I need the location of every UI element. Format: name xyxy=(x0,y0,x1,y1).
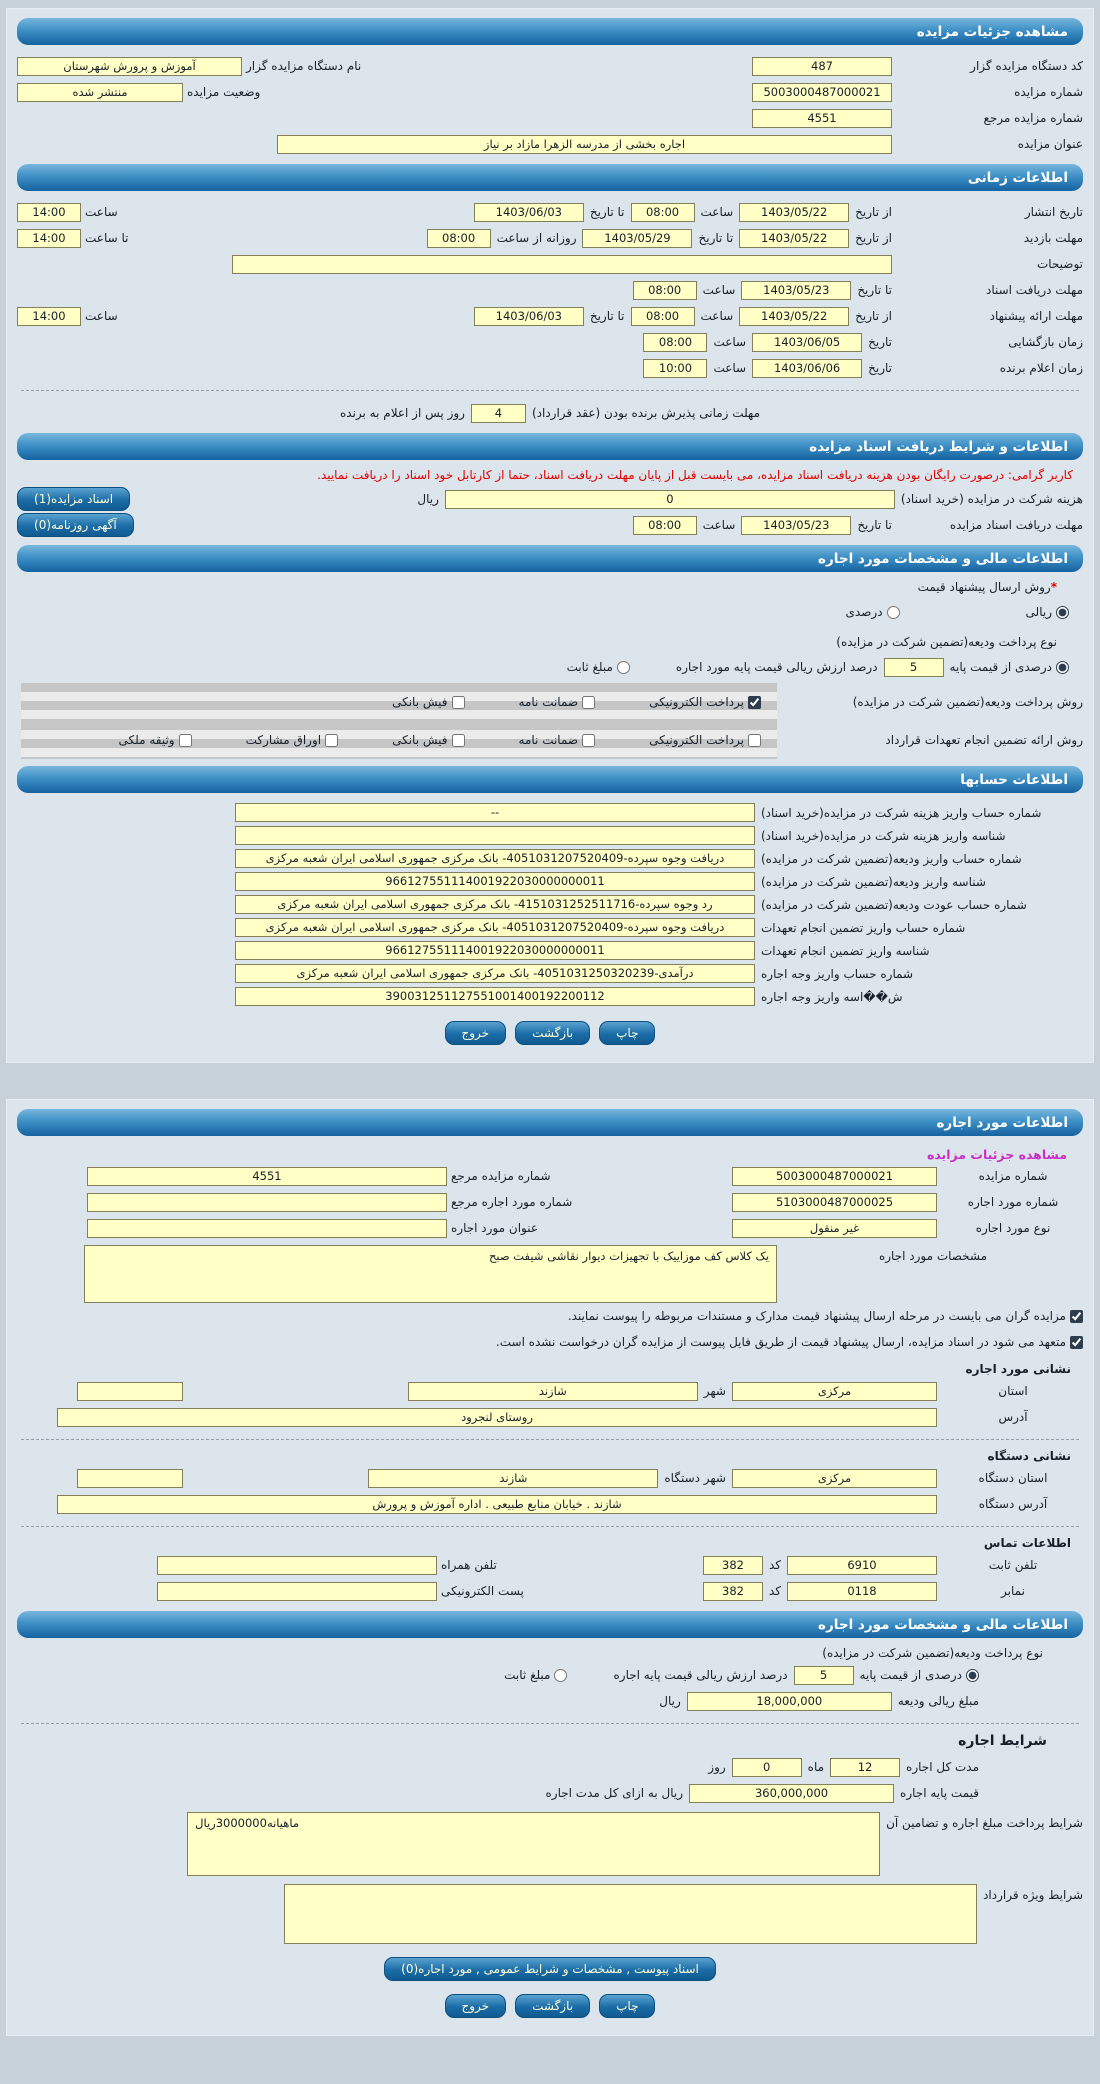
percent-radio[interactable] xyxy=(887,606,900,619)
bid-method-options-row xyxy=(17,596,1069,628)
deposit-percent-field[interactable]: 5 xyxy=(884,658,944,677)
cg-bonds-label: اوراق مشارکت xyxy=(245,733,322,747)
percent-of-base-label: درصدی از قیمت پایه xyxy=(949,660,1052,674)
cg-epay-checkbox[interactable] xyxy=(748,734,761,747)
opening-date-field[interactable]: 1403/06/05 xyxy=(752,333,862,352)
rental-specs-row xyxy=(17,1245,1083,1303)
month-unit-label: ماه xyxy=(807,1760,825,1774)
percent-option-label: درصدی xyxy=(845,605,883,619)
dashed-divider xyxy=(21,1526,1079,1527)
account-field[interactable]: درآمدی-4051031250320239- بانک مرکزی جمهوری اسلامی ایران شعبه مرکزی xyxy=(235,964,755,983)
visit-row xyxy=(17,225,1083,251)
section-title-finance-1: اطلاعات مالی و مشخصات مورد اجاره xyxy=(818,550,1068,567)
rental-province-row xyxy=(17,1378,1083,1404)
cg-property-checkbox[interactable] xyxy=(179,734,192,747)
notes-field[interactable] xyxy=(232,255,892,274)
no-file-note-checkbox[interactable] xyxy=(1070,1336,1083,1349)
hour-label: ساعت xyxy=(700,205,734,219)
status-field[interactable]: منتشر شده xyxy=(17,83,183,102)
section-header-finance-1 xyxy=(17,545,1083,572)
special-terms-label: شرایط ویژه قرارداد xyxy=(983,1888,1083,1902)
phone-row xyxy=(17,1552,1083,1578)
account-row xyxy=(17,870,1083,893)
guarantee-letter-label: ضمانت نامه xyxy=(518,695,579,709)
auction-no-label: شماره مزایده xyxy=(1014,85,1083,99)
pay-terms-label: شرایط پرداخت مبلغ اجاره و تضامین آن xyxy=(886,1816,1083,1830)
pay-terms-textarea[interactable]: ماهیانه3000000ریال xyxy=(187,1812,880,1876)
section-title-view-details: مشاهده جزئیات مزایده xyxy=(916,23,1068,40)
org-address-field[interactable]: شازند . خیابان منابع طبیعی . اداره آموزش و پرورش xyxy=(57,1495,937,1514)
deposit-type-options-row-2 xyxy=(17,1662,979,1688)
fixed-amount-radio[interactable] xyxy=(617,661,630,674)
offer-from-field[interactable]: 1403/05/22 xyxy=(739,307,849,326)
cg-bonds-checkbox[interactable] xyxy=(325,734,338,747)
base-price-row xyxy=(17,1780,979,1806)
base-price-field[interactable]: 360,000,000 xyxy=(689,1784,894,1803)
rental-auction-no-row xyxy=(17,1163,1083,1189)
bank-slip-label: فیش بانکی xyxy=(392,695,448,709)
hour-label: ساعت xyxy=(85,205,118,219)
publish-to-field[interactable]: 1403/06/03 xyxy=(474,203,584,222)
cg-epay-label: پرداخت الکترونیکی xyxy=(649,733,744,747)
publish-label: تاریخ انتشار xyxy=(1024,205,1083,219)
publish-date-row xyxy=(17,199,1083,225)
accept-deadline-suffix: روز پس از اعلام به برنده xyxy=(339,406,465,420)
fixed-amount-label-2: مبلغ ثابت xyxy=(504,1668,551,1682)
cg-property-option[interactable] xyxy=(119,733,192,747)
deposit-percent-suffix-2: درصد ارزش ریالی قیمت پایه اجاره xyxy=(613,1668,788,1682)
rental-item-ref-field[interactable] xyxy=(87,1193,447,1212)
hour-label: ساعت xyxy=(713,361,747,375)
epay-label: پرداخت الکترونیکی xyxy=(649,695,744,709)
rental-auction-no-field[interactable]: 5003000487000021 xyxy=(732,1167,937,1186)
account-label: شماره حساب واریز هزینه شرکت در مزایده(خرید اسناد) xyxy=(761,805,1042,820)
visit-daily-to-group xyxy=(17,229,128,248)
org-address-caption: نشانی دستگاه xyxy=(987,1449,1071,1463)
device-code-field[interactable]: 487 xyxy=(752,57,892,76)
docs-deadline-label: مهلت دریافت اسناد xyxy=(985,283,1083,297)
account-row xyxy=(17,847,1083,870)
mobile-field[interactable] xyxy=(157,1556,437,1575)
account-field[interactable]: 390031251127551001400192200112 xyxy=(235,987,755,1006)
deposit-type-caption: نوع پرداخت ودیعه(تضمین شرکت در مزایده) xyxy=(836,635,1057,649)
auction-no-row xyxy=(17,79,1083,105)
date-label: تاریخ xyxy=(868,361,892,375)
rental-item-panel xyxy=(6,1099,1094,2036)
lease-duration-label: مدت کل اجاره xyxy=(906,1760,979,1774)
account-label: شناسه واریز هزینه شرکت در مزایده(خرید اسناد) xyxy=(761,828,1006,843)
dashed-divider xyxy=(21,1723,1079,1724)
email-field[interactable] xyxy=(157,1582,437,1601)
lease-months-field[interactable]: 12 xyxy=(830,1758,900,1777)
auction-title-label: عنوان مزایده xyxy=(1017,137,1083,151)
contract-guarantee-options xyxy=(21,721,777,759)
org-city-label: شهر دستگاه xyxy=(664,1471,726,1485)
dashed-divider xyxy=(21,390,1079,391)
account-field[interactable]: دریافت وجوه سپرده-4051031207520409- بانک مرکزی جمهوری اسلامی ایران شعبه مرکزی xyxy=(235,918,755,937)
to-date-label: تا تاریخ xyxy=(589,205,625,219)
cg-bank-slip-option[interactable] xyxy=(392,733,464,747)
deposit-pay-method-caption: روش پرداخت ودیعه(تضمین شرکت در مزایده) xyxy=(852,695,1083,709)
attach-note-option[interactable] xyxy=(568,1309,1083,1323)
rental-item-no-field[interactable]: 5103000487000025 xyxy=(732,1193,937,1212)
section-title-docs: اطلاعات و شرایط دریافت اسناد مزایده xyxy=(809,438,1068,455)
publish-to-time-group xyxy=(17,203,118,222)
dashed-divider xyxy=(21,1439,1079,1440)
fixed-amount-option[interactable] xyxy=(567,660,630,674)
offer-to-time-group xyxy=(17,307,118,326)
cg-guarantee-letter-option[interactable] xyxy=(519,733,596,747)
device-row xyxy=(17,53,1083,79)
deposit-pay-method-options xyxy=(21,683,777,721)
docs-receive-deadline-row xyxy=(17,512,1083,538)
deposit-pay-method-row xyxy=(17,683,1083,721)
account-label: شماره حساب عودت ودیعه(تضمین شرکت در مزایده) xyxy=(761,897,1027,912)
docs-deadline-date-field[interactable]: 1403/05/23 xyxy=(741,281,851,300)
visit-label: مهلت بازدید xyxy=(1023,231,1083,245)
fixed-amount-option-2[interactable] xyxy=(504,1668,567,1682)
org-city-field[interactable]: شازند xyxy=(368,1469,658,1488)
guarantee-letter-option[interactable] xyxy=(519,695,596,709)
cg-bank-slip-label: فیش بانکی xyxy=(392,733,448,747)
device-name-label: نام دستگاه مزایده گزار xyxy=(246,59,362,73)
winner-row xyxy=(17,355,1083,381)
day-unit-label: روز xyxy=(708,1760,726,1774)
attached-docs-button[interactable]: اسناد پیوست , مشخصات و شرایط عمومی , مورد اجاره(0) xyxy=(384,1957,716,1981)
auction-no-field[interactable]: 5003000487000021 xyxy=(752,83,892,102)
account-row xyxy=(17,939,1083,962)
cg-guarantee-letter-label: ضمانت نامه xyxy=(518,733,579,747)
cg-epay-option[interactable] xyxy=(649,733,761,747)
account-field[interactable]: 966127551114001922030000000011 xyxy=(235,941,755,960)
fixed-amount-radio-2[interactable] xyxy=(554,1669,567,1682)
accept-deadline-label: مهلت زمانی پذیرش برنده بودن (عقد قرارداد) xyxy=(531,406,761,420)
phone-code-field[interactable]: 382 xyxy=(703,1556,763,1575)
from-date-label: از تاریخ xyxy=(855,231,892,245)
rial-unit-label: ریال xyxy=(659,1694,681,1708)
rial-unit-label: ریال xyxy=(417,492,439,506)
bank-slip-option[interactable] xyxy=(392,695,464,709)
status-group xyxy=(17,83,260,102)
fax-row xyxy=(17,1578,1083,1604)
account-field[interactable]: -- xyxy=(235,803,755,822)
mobile-label: تلفن همراه xyxy=(441,1558,497,1572)
rental-type-field[interactable]: غیر منقول xyxy=(732,1219,937,1238)
org-district-field[interactable] xyxy=(77,1469,183,1488)
panel2-action-buttons xyxy=(17,1994,1083,2018)
account-row xyxy=(17,985,1083,1008)
lease-days-field[interactable]: 0 xyxy=(732,1758,802,1777)
docs-receive-deadline-label: مهلت دریافت اسناد مزایده xyxy=(949,518,1083,532)
org-province-label: استان دستگاه xyxy=(978,1471,1048,1485)
exit-button-2[interactable]: خروج xyxy=(445,1994,507,2018)
offer-deadline-row xyxy=(17,303,1083,329)
lease-terms-caption: شرایط اجاره xyxy=(958,1733,1047,1749)
publish-to-time-field[interactable]: 14:00 xyxy=(17,203,81,222)
back-button[interactable]: بازگشت xyxy=(515,1021,590,1045)
ref-no-label: شماره مزایده مرجع xyxy=(983,111,1083,125)
rental-item-no-row xyxy=(17,1189,1083,1215)
org-address-row xyxy=(17,1491,1083,1517)
section-header-rental-item xyxy=(17,1109,1083,1136)
fee-row xyxy=(17,486,1083,512)
offer-to-time-field[interactable]: 14:00 xyxy=(17,307,81,326)
notes-row xyxy=(17,251,1083,277)
area-code-label: کد xyxy=(768,1584,781,1598)
auction-main-panel xyxy=(6,8,1094,1063)
section-header-finance-2 xyxy=(17,1611,1083,1638)
hour-label: ساعت xyxy=(713,335,747,349)
account-field[interactable]: 966127551114001922030000000011 xyxy=(235,872,755,891)
visit-daily-from-field[interactable]: 08:00 xyxy=(427,229,491,248)
ref-no-field[interactable]: 4551 xyxy=(752,109,892,128)
bank-slip-checkbox[interactable] xyxy=(452,696,465,709)
no-file-note-option[interactable] xyxy=(496,1335,1083,1349)
pay-terms-row xyxy=(17,1812,1083,1876)
rental-title-group xyxy=(87,1219,538,1238)
org-address-label: آدرس دستگاه xyxy=(978,1497,1048,1511)
city-label: شهر xyxy=(703,1384,726,1398)
device-name-group xyxy=(17,57,361,76)
account-field[interactable]: رد وجوه سپرده-4151031252511716- بانک مرکزی جمهوری اسلامی ایران شعبه مرکزی xyxy=(235,895,755,914)
phone-field[interactable]: 6910 xyxy=(787,1556,937,1575)
contract-guarantee-caption: روش ارائه تضمین انجام تعهدات قرارداد xyxy=(885,733,1083,747)
rial-option[interactable] xyxy=(1026,605,1069,619)
deposit-percent-suffix: درصد ارزش ریالی قیمت پایه مورد اجاره xyxy=(675,660,878,674)
rental-type-row xyxy=(17,1215,1083,1241)
attach-note-checkbox[interactable] xyxy=(1070,1310,1083,1323)
rental-address-caption: نشانی مورد اجاره xyxy=(965,1362,1071,1376)
deposit-type-caption-2: نوع پرداخت ودیعه(تضمین شرکت در مزایده) xyxy=(822,1646,1043,1660)
org-province-row xyxy=(17,1465,1083,1491)
hour-label: ساعت xyxy=(700,309,734,323)
contract-guarantee-row xyxy=(17,721,1083,759)
section-header-view-details xyxy=(17,18,1083,45)
opening-time-field[interactable]: 08:00 xyxy=(643,333,707,352)
device-code-label: کد دستگاه مزایده گزار xyxy=(970,59,1083,73)
account-field[interactable]: دریافت وجوه سپرده-4051031207520409- بانک مرکزی جمهوری اسلامی ایران شعبه مرکزی xyxy=(235,849,755,868)
rental-auction-no-label: شماره مزایده xyxy=(978,1169,1048,1183)
daily-from-label: روزانه از ساعت xyxy=(496,231,577,245)
rental-specs-label: مشخصات مورد اجاره xyxy=(878,1249,988,1263)
section-title-timing: اطلاعات زمانی xyxy=(967,169,1068,186)
epay-option[interactable] xyxy=(649,695,761,709)
offer-label: مهلت ارائه پیشنهاد xyxy=(989,309,1083,323)
from-date-label: از تاریخ xyxy=(855,205,892,219)
bid-method-caption xyxy=(43,580,1057,594)
panel-gap xyxy=(6,1063,1094,1099)
publish-from-field[interactable]: 1403/05/22 xyxy=(739,203,849,222)
rental-auction-ref-label: شماره مزایده مرجع xyxy=(451,1169,551,1183)
offer-to-field[interactable]: 1403/06/03 xyxy=(474,307,584,326)
special-terms-textarea[interactable] xyxy=(284,1884,977,1944)
section-title-accounts: اطلاعات حسابها xyxy=(960,771,1068,788)
winner-time-field[interactable]: 10:00 xyxy=(643,359,707,378)
visit-to-field[interactable]: 1403/05/29 xyxy=(582,229,692,248)
deposit-type-options-row xyxy=(17,651,1069,683)
guarantee-letter-checkbox[interactable] xyxy=(582,696,595,709)
percent-of-base-label-2: درصدی از قیمت پایه xyxy=(859,1668,962,1682)
rental-title-label: عنوان مورد اجاره xyxy=(451,1221,539,1235)
cg-bonds-option[interactable] xyxy=(246,733,338,747)
attach-note-row xyxy=(17,1303,1083,1329)
rental-specs-textarea[interactable]: یک کلاس کف موزاییک با تجهیزات دیوار نقاشی شیفت صبح xyxy=(84,1245,777,1303)
winner-label: زمان اعلام برنده xyxy=(999,361,1083,375)
section-title-finance-2: اطلاعات مالی و مشخصات مورد اجاره xyxy=(818,1616,1068,1633)
percent-of-base-option-2[interactable] xyxy=(860,1668,979,1682)
deposit-amount-label: مبلغ ریالی ودیعه xyxy=(897,1694,979,1708)
accept-deadline-row xyxy=(17,400,1083,426)
rial-option-label: ریالی xyxy=(1025,605,1052,619)
section-header-timing xyxy=(17,164,1083,191)
hour-label: ساعت xyxy=(702,283,736,297)
rental-type-label: نوع مورد اجاره xyxy=(975,1221,1051,1235)
bid-method-caption-text: روش ارسال پیشنهاد قیمت xyxy=(917,580,1051,594)
offer-from-time-field[interactable]: 08:00 xyxy=(631,307,695,326)
section-header-docs xyxy=(17,433,1083,460)
account-row xyxy=(17,962,1083,985)
fax-field[interactable]: 0118 xyxy=(787,1582,937,1601)
deposit-amount-row xyxy=(17,1688,979,1714)
hour-label: ساعت xyxy=(702,518,736,532)
email-group xyxy=(157,1582,524,1601)
account-row xyxy=(17,893,1083,916)
cg-property-label: وثیقه ملکی xyxy=(118,733,175,747)
fee-field[interactable]: 0 xyxy=(445,490,895,509)
to-date-label: تا تاریخ xyxy=(698,231,734,245)
rental-title-field[interactable] xyxy=(87,1219,447,1238)
to-date-label: تا تاریخ xyxy=(857,283,892,297)
account-label: شناسه واریز ودیعه(تضمین شرکت در مزایده) xyxy=(761,874,986,889)
fixed-amount-label: مبلغ ثابت xyxy=(566,660,613,674)
docs-deadline-time-field[interactable]: 08:00 xyxy=(633,281,697,300)
percent-of-base-radio-2[interactable] xyxy=(966,1669,979,1682)
winner-date-field[interactable]: 1403/06/06 xyxy=(752,359,862,378)
docs-receive-time-field[interactable]: 08:00 xyxy=(633,516,697,535)
rental-auction-ref-group xyxy=(87,1167,551,1186)
org-province-field[interactable]: مرکزی xyxy=(732,1469,937,1488)
epay-checkbox[interactable] xyxy=(748,696,761,709)
account-row xyxy=(17,801,1083,824)
print-button-2[interactable]: چاپ xyxy=(599,1994,655,2018)
special-terms-row xyxy=(17,1884,1083,1944)
date-label: تاریخ xyxy=(868,335,892,349)
device-name-field[interactable]: آموزش و پرورش شهرستان xyxy=(17,57,242,76)
no-file-note-text: متعهد می شود در اسناد مزایده، ارسال پیشنهاد قیمت از طریق فایل پیوست از مزایده گران درخواست نشده است. xyxy=(495,1335,1066,1349)
account-label: شماره حساب واریز ودیعه(تضمین شرکت در مزایده) xyxy=(761,851,1022,866)
cg-bank-slip-checkbox[interactable] xyxy=(452,734,465,747)
section-title-rental-item: اطلاعات مورد اجاره xyxy=(936,1114,1068,1131)
rental-address-row xyxy=(17,1404,1083,1430)
district-field[interactable] xyxy=(77,1382,183,1401)
deposit-percent-field-2[interactable]: 5 xyxy=(794,1666,854,1685)
address-label: آدرس xyxy=(998,1410,1028,1424)
newspaper-ad-button[interactable]: آگهی روزنامه(0) xyxy=(17,513,134,537)
deposit-amount-field[interactable]: 18,000,000 xyxy=(687,1692,892,1711)
email-label: پست الکترونیکی xyxy=(441,1584,524,1598)
view-auction-details-link[interactable]: مشاهده جزئیات مزایده xyxy=(926,1147,1067,1162)
docs-receive-date-field[interactable]: 1403/05/23 xyxy=(741,516,851,535)
visit-from-field[interactable]: 1403/05/22 xyxy=(739,229,849,248)
percent-option[interactable] xyxy=(846,605,900,619)
accept-days-field[interactable]: 4 xyxy=(471,404,526,423)
province-field[interactable]: مرکزی xyxy=(732,1382,937,1401)
account-label: شماره حساب واریز تضمین انجام تعهدات xyxy=(761,920,966,935)
docs-deadline-row xyxy=(17,277,1083,303)
from-date-label: از تاریخ xyxy=(855,309,892,323)
address-field[interactable]: روستای لنجرود xyxy=(57,1408,937,1427)
base-price-label: قیمت پایه اجاره xyxy=(900,1786,979,1800)
phone-label: تلفن ثابت xyxy=(988,1558,1038,1572)
opening-row xyxy=(17,329,1083,355)
status-label: وضعیت مزایده xyxy=(187,85,261,99)
account-label: ش��اسه واریز وجه اجاره xyxy=(761,989,903,1004)
rental-item-ref-label: شماره مورد اجاره مرجع xyxy=(451,1195,573,1209)
docs-warning-text: کاربر گرامی: درصورت رایگان بودن هزینه دریافت اسناد مزایده، می بایست قبل از پایان مهلت دریافت اسناد، حتما از کارتابل خود اسناد را دریافت نمایید. xyxy=(317,468,1073,482)
cg-guarantee-letter-checkbox[interactable] xyxy=(582,734,595,747)
fee-label: هزینه شرکت در مزایده (خرید اسناد) xyxy=(900,492,1083,506)
attached-docs-button-row xyxy=(17,1957,1083,1981)
rial-radio[interactable] xyxy=(1056,606,1069,619)
province-label: استان xyxy=(998,1384,1028,1398)
attach-note-text: مزایده گران می بایست در مرحله ارسال پیشنهاد قیمت مدارک و مستندات مربوطه را پیوست نمایند. xyxy=(567,1309,1066,1323)
lease-duration-row xyxy=(17,1754,979,1780)
mobile-group xyxy=(157,1556,497,1575)
back-button-2[interactable]: بازگشت xyxy=(515,1994,590,2018)
area-code-label: کد xyxy=(768,1558,781,1572)
fax-label: نمابر xyxy=(1001,1584,1025,1598)
percent-of-base-radio[interactable] xyxy=(1056,661,1069,674)
account-label: شماره حساب واریز وجه اجاره xyxy=(761,966,914,981)
fax-code-field[interactable]: 382 xyxy=(703,1582,763,1601)
account-row xyxy=(17,824,1083,847)
publish-from-time-field[interactable]: 08:00 xyxy=(631,203,695,222)
to-date-label: تا تاریخ xyxy=(589,309,625,323)
rental-auction-ref-field[interactable]: 4551 xyxy=(87,1167,447,1186)
panel1-action-buttons xyxy=(17,1021,1083,1045)
contact-caption: اطلاعات تماس xyxy=(983,1536,1071,1550)
exit-button[interactable]: خروج xyxy=(445,1021,507,1045)
auction-title-field[interactable]: اجاره بخشی از مدرسه الزهرا مازاد بر نیاز xyxy=(277,135,892,154)
account-label: شناسه واریز تضمین انجام تعهدات xyxy=(761,943,930,958)
hour-label: ساعت xyxy=(85,309,118,323)
notes-label: توضیحات xyxy=(1036,257,1083,271)
opening-label: زمان بازگشایی xyxy=(1008,335,1083,349)
print-button[interactable]: چاپ xyxy=(599,1021,655,1045)
section-header-accounts xyxy=(17,766,1083,793)
visit-daily-to-field[interactable]: 14:00 xyxy=(17,229,81,248)
rental-item-no-label: شماره مورد اجاره xyxy=(967,1195,1059,1209)
percent-of-base-option[interactable] xyxy=(950,660,1069,674)
account-field[interactable] xyxy=(235,826,755,845)
required-asterisk: * xyxy=(1050,580,1057,594)
auction-title-row xyxy=(17,131,1083,157)
no-file-note-row xyxy=(17,1329,1083,1355)
ref-no-row xyxy=(17,105,1083,131)
auction-documents-button[interactable]: اسناد مزایده(1) xyxy=(17,487,130,511)
rental-item-ref-group xyxy=(87,1193,572,1212)
account-row xyxy=(17,916,1083,939)
base-price-suffix: ریال به ازای کل مدت اجاره xyxy=(545,1786,684,1800)
to-hour-label: تا ساعت xyxy=(85,231,129,245)
to-date-label: تا تاریخ xyxy=(857,518,892,532)
city-field[interactable]: شازند xyxy=(408,1382,698,1401)
